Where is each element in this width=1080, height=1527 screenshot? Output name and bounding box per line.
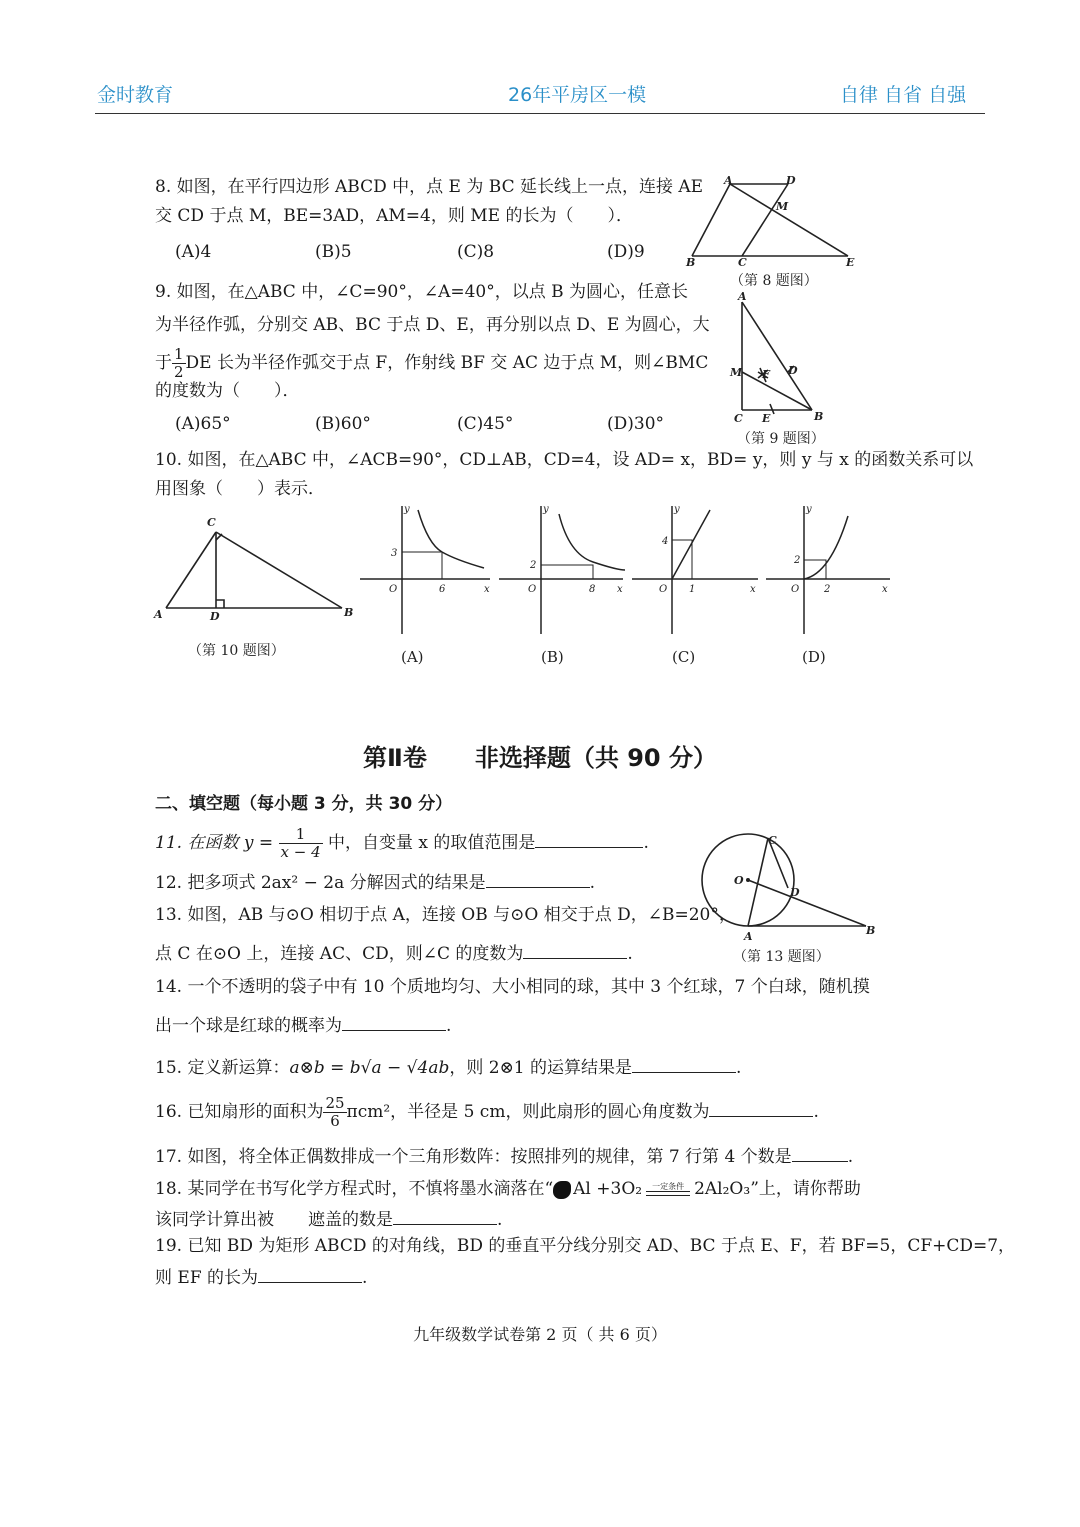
header-brand: 金时教育	[97, 84, 174, 106]
q10-graph-b	[497, 500, 637, 640]
q15-answer-blank[interactable]	[632, 1054, 736, 1073]
q10-graph-c-label: (C)	[672, 648, 696, 666]
q10-line1: 10. 如图，在△ABC 中，∠ACB=90°，CD⊥AB，CD=4，设 AD= x，BD= y，则 y 与 x 的函数关系可以	[155, 450, 974, 470]
q19-answer-blank[interactable]	[258, 1264, 362, 1283]
q9-line1: 9. 如图，在△ABC 中，∠C=90°，∠A=40°，以点 B 为圆心，任意长	[155, 282, 689, 302]
q8-option-d: (D)9	[607, 242, 645, 262]
q18-answer-blank[interactable]	[393, 1206, 497, 1225]
graph-b-y-label: y	[543, 504, 549, 515]
fig9-label-f: F	[762, 368, 770, 381]
q19-line2	[155, 1264, 367, 1289]
q9-line4: 的度数为（ ）．	[155, 381, 300, 401]
q9-option-a: (A)65°	[175, 414, 231, 434]
q11-end: .	[643, 833, 649, 853]
q14-line1: 14. 一个不透明的袋子中有 10 个质地均匀、大小相同的球，其中 3 个红球，7 个白球，随机摸	[155, 977, 870, 997]
q9-caption: （第 9 题图）	[737, 431, 825, 447]
q16-post: πcm²，半径是 5 cm，则此扇形的圆心角度数为	[346, 1102, 710, 1122]
q14-answer-blank[interactable]	[342, 1012, 446, 1031]
fig8-label-c: C	[738, 256, 747, 269]
q18-equals-lines	[646, 1191, 690, 1196]
q11-fraction	[279, 826, 323, 861]
fig8-label-m: M	[776, 200, 789, 213]
graph-a-x-label: x	[484, 584, 490, 595]
fig13-label-o: O	[734, 874, 744, 887]
q19-end: .	[362, 1268, 368, 1288]
q17-answer-blank[interactable]	[792, 1143, 848, 1162]
q18-condition-arrow	[646, 1183, 690, 1196]
fig9-label-m: M	[730, 366, 743, 379]
fig9-label-d: D	[788, 364, 798, 377]
q15-formula: a⊗b = b√a − √4ab	[289, 1058, 450, 1078]
q13-line2	[155, 940, 633, 965]
q9-frac-num: 1	[174, 345, 184, 363]
q18-product: 2Al₂O₃	[694, 1179, 751, 1199]
fig8-label-a: A	[724, 174, 733, 187]
q9-option-c: (C)45°	[457, 414, 514, 434]
q9-option-b: (B)60°	[315, 414, 371, 434]
q8-line2: 交 CD 于点 M，BE=3AD，AM=4，则 ME 的长为（ ）．	[155, 206, 633, 226]
q14-end: .	[446, 1016, 452, 1036]
q16-pre: 16. 已知扇形的面积为	[155, 1102, 324, 1122]
graph-b-origin: O	[528, 584, 537, 595]
header-motto: 自律 自省 自强	[840, 84, 967, 106]
q13-line1: 13. 如图，AB 与⊙O 相切于点 A，连接 OB 与⊙O 相交于点 D，∠B=20°，	[155, 905, 736, 925]
q14-line2-text: 出一个球是红球的概率为	[155, 1016, 342, 1036]
q9-line3-pre: 于	[155, 353, 172, 373]
graph-c-y-tick: 4	[662, 536, 669, 547]
fig13-label-c: C	[768, 834, 777, 847]
fig13-label-b: B	[866, 924, 876, 937]
q18-line1-pre: 18. 某同学在书写化学方程式时，不慎将墨水滴落在“	[155, 1179, 554, 1199]
q13-line2-text: 点 C 在⊙O 上，连接 AC、CD，则∠C 的度数为	[155, 944, 524, 964]
q16-frac-den: 6	[330, 1112, 340, 1130]
q10-graph-d-label: (D)	[802, 648, 826, 666]
graph-c-y-label: y	[674, 504, 680, 515]
graph-d-x-label: x	[882, 584, 888, 595]
q8-option-a: (A)4	[175, 242, 212, 262]
fig10-label-c: C	[207, 516, 216, 529]
q9-figure	[722, 288, 832, 428]
q11	[155, 824, 649, 862]
q18-end: .	[497, 1210, 503, 1230]
header-divider	[95, 113, 985, 114]
graph-a-x-tick: 6	[439, 584, 446, 595]
graph-a-y-tick: 3	[391, 548, 398, 559]
fig10-label-d: D	[210, 610, 220, 622]
q18-line2	[155, 1206, 502, 1231]
fig13-label-a: A	[744, 930, 753, 942]
q19-line1: 19. 已知 BD 为矩形 ABCD 的对角线，BD 的垂直平分线分别交 AD、BC 于点 E、F，若 BF=5，CF+CD=7，	[155, 1236, 1016, 1256]
graph-d-origin: O	[791, 584, 800, 595]
q18-line1	[155, 1178, 861, 1200]
q15	[155, 1054, 741, 1079]
section-title: 第Ⅱ卷 非选择题（共 90 分）	[363, 744, 717, 772]
fig8-label-d: D	[786, 174, 796, 187]
q9-option-d: (D)30°	[607, 414, 665, 434]
q12-end: .	[589, 873, 596, 893]
fig9-label-c: C	[734, 412, 743, 425]
fig9-label-a: A	[738, 290, 747, 303]
q10-figure	[150, 512, 360, 622]
header-exam-title: 26年平房区一模	[508, 84, 647, 106]
fig10-label-a: A	[154, 608, 163, 621]
q10-graph-c	[630, 500, 760, 640]
q15-end: .	[736, 1058, 742, 1078]
q16-end: .	[813, 1102, 819, 1122]
q16-fraction	[323, 1095, 346, 1130]
q9-line2: 为半径作弧，分别交 AB、BC 于点 D、E，再分别以点 D、E 为圆心，大	[155, 315, 710, 335]
q10-graph-a-label: (A)	[401, 648, 424, 666]
page-footer: 九年级数学试卷第 2 页（ 共 6 页）	[413, 1325, 667, 1344]
q11-frac-den: x − 4	[280, 843, 321, 861]
q8-option-c: (C)8	[457, 242, 495, 262]
graph-a-y-label: y	[404, 504, 410, 515]
q12	[155, 869, 595, 894]
q18-line1-post: ”上，请你帮助	[750, 1179, 861, 1199]
q18-condition: 一定条件	[652, 1182, 685, 1191]
graph-d-x-tick: 2	[824, 584, 831, 595]
q12-answer-blank[interactable]	[486, 869, 590, 888]
q17-end: .	[847, 1147, 854, 1167]
q8-caption: （第 8 题图）	[730, 273, 818, 289]
q10-caption: （第 10 题图）	[188, 643, 285, 659]
q11-pre: 11. 在函数 y =	[155, 833, 274, 853]
q10-line2: 用图象（ ）表示．	[155, 479, 325, 499]
q9-fraction	[172, 346, 186, 381]
graph-b-x-label: x	[617, 584, 623, 595]
q16	[155, 1092, 819, 1132]
graph-b-y-tick: 2	[530, 560, 537, 571]
graph-a-origin: O	[389, 584, 398, 595]
fig8-label-b: B	[686, 256, 696, 269]
q8-figure	[680, 172, 870, 272]
fig13-label-d: D	[790, 886, 800, 899]
q9-frac-den: 2	[174, 363, 184, 381]
q13-end: .	[627, 944, 633, 964]
q17	[155, 1143, 853, 1168]
graph-c-x-tick: 1	[689, 584, 696, 595]
q13-figure	[698, 830, 883, 942]
graph-c-x-label: x	[750, 584, 756, 595]
q15-post: ，则 2⊗1 的运算结果是	[449, 1058, 633, 1078]
q19-line2-text: 则 EF 的长为	[155, 1268, 259, 1288]
fig9-label-e: E	[762, 412, 771, 425]
q16-frac-num: 25	[325, 1094, 345, 1112]
q11-answer-blank[interactable]	[535, 829, 643, 848]
graph-d-y-label: y	[806, 504, 812, 515]
q9-line3	[155, 346, 708, 381]
q13-answer-blank[interactable]	[523, 940, 627, 959]
q15-pre: 15. 定义新运算：	[155, 1058, 290, 1078]
q8-option-b: (B)5	[315, 242, 352, 262]
q8-line1: 8. 如图，在平行四边形 ABCD 中，点 E 为 BC 延长线上一点，连接 AE	[155, 177, 704, 197]
q10-graph-d	[764, 500, 894, 640]
fig10-label-b: B	[344, 606, 354, 619]
q17-text: 17. 如图，将全体正偶数排成一个三角形数阵：按照排列的规律，第 7 行第 4 个数是	[155, 1147, 792, 1167]
ink-blot-icon	[553, 1181, 571, 1199]
q9-line3-post: DE 长为半径作弧交于点 F，作射线 BF 交 AC 边于点 M，则∠BMC	[185, 353, 709, 373]
q11-post: 中，自变量 x 的取值范围是	[328, 833, 536, 853]
fig9-label-b: B	[814, 410, 824, 423]
q12-text: 12. 把多项式 2ax² − 2a 分解因式的结果是	[155, 873, 486, 893]
q10-graph-a	[358, 500, 498, 640]
graph-b-x-tick: 8	[589, 584, 596, 595]
q18-line2-text: 该同学计算出被 遮盖的数是	[155, 1210, 393, 1230]
q14-line2	[155, 1012, 451, 1037]
fig8-label-e: E	[846, 256, 855, 269]
graph-c-origin: O	[659, 584, 668, 595]
part2-heading: 二、填空题（每小题 3 分，共 30 分）	[155, 794, 453, 814]
q10-graph-b-label: (B)	[541, 648, 564, 666]
graph-d-y-tick: 2	[794, 555, 801, 566]
q13-caption: （第 13 题图）	[733, 949, 830, 965]
q11-frac-num: 1	[279, 826, 323, 844]
q16-answer-blank[interactable]	[709, 1098, 813, 1117]
q18-equation: Al +3O₂	[573, 1179, 643, 1199]
